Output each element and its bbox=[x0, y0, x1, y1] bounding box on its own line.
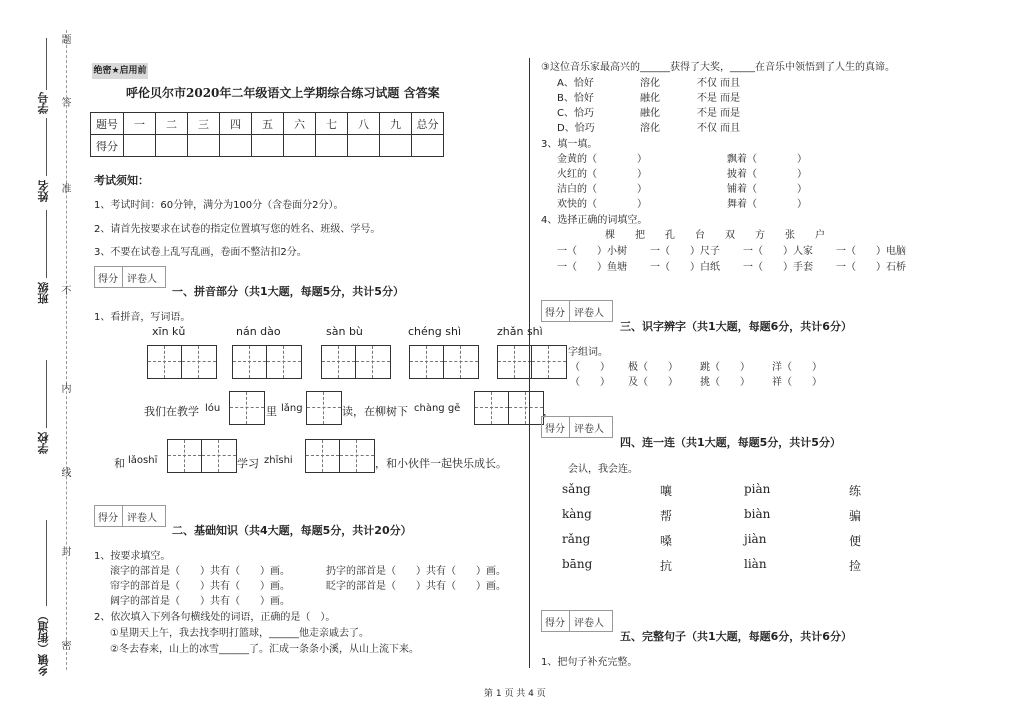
option-d-word2: 不仅 而且 bbox=[697, 123, 741, 134]
scorer-box bbox=[94, 505, 166, 527]
pinyin-inline: lóu bbox=[205, 403, 221, 414]
score-cell[interactable] bbox=[348, 135, 380, 157]
pinyin-inline: chàng gē bbox=[414, 403, 461, 414]
option-d: D、恰巧 bbox=[557, 123, 595, 134]
scorer-marker-label: 评卷人 bbox=[574, 618, 604, 629]
option-b: B、恰好 bbox=[557, 93, 594, 104]
table-cell: 二 bbox=[156, 113, 188, 135]
writing-grid[interactable] bbox=[306, 391, 342, 425]
measure-item: 一（ ）石桥 bbox=[836, 262, 906, 273]
fill-line bbox=[46, 118, 47, 176]
fill-line-text: 帘字的部首是（ ）共有（ ）画。 bbox=[110, 581, 290, 592]
margin-char: 不 bbox=[59, 285, 70, 295]
notice-title: 考试须知： bbox=[94, 174, 149, 187]
writing-grid[interactable] bbox=[167, 439, 237, 473]
fill-item: 洁白的（ ） bbox=[557, 184, 647, 195]
option-a: A、恰好 bbox=[557, 78, 594, 89]
margin-label-school: 学校 bbox=[37, 432, 50, 454]
question-option: ①星期天上午，我去找李明打篮球，______他走亲戚去了。 bbox=[110, 628, 369, 639]
pinyin-inline: lǎng bbox=[281, 403, 303, 414]
option-c-word1: 融化 bbox=[640, 108, 660, 119]
fill-item: 及（ ） bbox=[628, 377, 678, 388]
writing-grid[interactable] bbox=[321, 345, 391, 379]
score-cell[interactable] bbox=[124, 135, 156, 157]
margin-char: 答 bbox=[59, 97, 70, 107]
margin-label-student-id: 学号 bbox=[37, 92, 50, 114]
match-char[interactable]: 练 bbox=[849, 484, 862, 498]
table-cell: 得分 bbox=[91, 135, 124, 157]
score-table bbox=[90, 112, 444, 157]
match-pinyin: rǎng bbox=[562, 532, 591, 546]
sentence-text: 里 bbox=[266, 405, 277, 418]
fill-line-text: 滚字的部首是（ ）共有（ ）画。 bbox=[110, 566, 290, 577]
question-text: 1、把句子补充完整。 bbox=[541, 657, 638, 668]
fill-item: 铺着（ ） bbox=[727, 184, 807, 195]
question-text: 3、填一填。 bbox=[541, 139, 598, 150]
measure-item: 一（ ）鱼塘 bbox=[557, 262, 627, 273]
fill-item: 金黄的（ ） bbox=[557, 154, 647, 165]
fill-item: 欢快的（ ） bbox=[557, 199, 647, 210]
question-text: 1、按要求填空。 bbox=[94, 551, 171, 562]
measure-item: 一（ ）人家 bbox=[743, 246, 813, 257]
sentence-text: 读，在柳树下 bbox=[342, 405, 408, 418]
match-char[interactable]: 捡 bbox=[849, 559, 862, 573]
match-char[interactable]: 嗓 bbox=[660, 534, 673, 548]
margin-char: 密 bbox=[59, 640, 70, 650]
margin-label-town: 乡镇（街道） bbox=[37, 610, 50, 676]
measure-item: 一（ ）电脑 bbox=[836, 246, 906, 257]
match-char[interactable]: 抗 bbox=[660, 559, 673, 573]
scorer-marker-label: 评卷人 bbox=[574, 308, 604, 319]
sentence-text: ，和小伙伴一起快乐成长。 bbox=[375, 457, 507, 470]
scorer-box bbox=[541, 300, 613, 322]
table-cell: 八 bbox=[348, 113, 380, 135]
pinyin-label: sàn bù bbox=[326, 325, 363, 338]
pinyin-inline: zhīshi bbox=[264, 455, 293, 466]
score-cell[interactable] bbox=[220, 135, 252, 157]
fill-item: 洋（ ） bbox=[772, 362, 822, 373]
match-char[interactable]: 嚷 bbox=[660, 484, 673, 498]
fill-line bbox=[46, 360, 47, 428]
measure-item: 一（ ）小树 bbox=[557, 246, 627, 257]
sentence-text: ， bbox=[543, 405, 554, 418]
score-cell[interactable] bbox=[380, 135, 412, 157]
section-1-title: 一、拼音部分（共1大题，每题5分，共计5分） bbox=[172, 285, 404, 298]
margin-char: 题 bbox=[59, 34, 70, 44]
section-2-title: 二、基础知识（共4大题，每题5分，共计20分） bbox=[172, 524, 412, 537]
margin-char: 内 bbox=[59, 383, 70, 393]
score-cell[interactable] bbox=[284, 135, 316, 157]
section-4-title: 四、连一连（共1大题，每题5分，共计5分） bbox=[620, 436, 841, 449]
fill-line-text: 扔字的部首是（ ）共有（ ）画。 bbox=[326, 566, 506, 577]
margin-label-name: 姓名 bbox=[37, 180, 50, 202]
margin-char: 封 bbox=[59, 546, 70, 556]
fill-line-text: 眨字的部首是（ ）共有（ ）画。 bbox=[326, 581, 506, 592]
table-cell: 六 bbox=[284, 113, 316, 135]
scorer-score-label: 得分 bbox=[98, 274, 118, 285]
table-cell: 总分 bbox=[412, 113, 444, 135]
section-3-title: 三、识字辨字（共1大题，每题6分，共计6分） bbox=[620, 320, 852, 333]
fill-item: 祥（ ） bbox=[772, 377, 822, 388]
option-d-word1: 溶化 bbox=[640, 123, 660, 134]
table-cell: 一 bbox=[124, 113, 156, 135]
writing-grid[interactable] bbox=[232, 345, 302, 379]
fill-item: 跳（ ） bbox=[700, 362, 750, 373]
scorer-marker-label: 评卷人 bbox=[574, 424, 604, 435]
notice-item: 1、考试时间：60分钟，满分为100分（含卷面分2分）。 bbox=[94, 200, 344, 211]
notice-item: 3、不要在试卷上乱写乱画，卷面不整洁扣2分。 bbox=[94, 247, 307, 258]
match-char[interactable]: 骗 bbox=[849, 509, 862, 523]
scorer-box bbox=[94, 266, 166, 288]
fill-line bbox=[46, 210, 47, 278]
sentence-text: 我们在教学 bbox=[144, 405, 199, 418]
score-cell[interactable] bbox=[412, 135, 444, 157]
margin-dashed-line bbox=[66, 30, 67, 670]
scorer-score-label: 得分 bbox=[545, 618, 565, 629]
writing-grid[interactable] bbox=[147, 345, 217, 379]
match-pinyin: kàng bbox=[562, 507, 592, 521]
fill-item: 极（ ） bbox=[628, 362, 678, 373]
scorer-marker-label: 评卷人 bbox=[127, 513, 157, 524]
question-option: ③这位音乐家最高兴的______获得了大奖，_____在音乐中领悟到了人生的真谛。 bbox=[541, 62, 895, 73]
match-char[interactable]: 便 bbox=[849, 534, 862, 548]
match-pinyin: piàn bbox=[744, 482, 771, 496]
option-b-word1: 融化 bbox=[640, 93, 660, 104]
table-cell: 三 bbox=[188, 113, 220, 135]
word-bank: 棵 把 孔 台 双 方 张 户 bbox=[605, 230, 825, 241]
question-text: 4、选择正确的词填空。 bbox=[541, 215, 648, 226]
fill-item: （ ） bbox=[570, 377, 610, 388]
fill-item: 火红的（ ） bbox=[557, 169, 647, 180]
fill-item: 舞着（ ） bbox=[727, 199, 807, 210]
table-cell: 题号 bbox=[91, 113, 124, 135]
match-char[interactable]: 帮 bbox=[660, 509, 673, 523]
table-cell: 四 bbox=[220, 113, 252, 135]
pinyin-inline: lǎoshī bbox=[128, 455, 158, 466]
match-pinyin: jiàn bbox=[744, 532, 767, 546]
pinyin-label: chéng shì bbox=[408, 325, 461, 338]
scorer-box bbox=[541, 610, 613, 632]
pinyin-label: xīn kǔ bbox=[152, 325, 186, 338]
score-cell[interactable] bbox=[252, 135, 284, 157]
section-5-title: 五、完整句子（共1大题，每题6分，共计6分） bbox=[620, 630, 852, 643]
fill-item: 披着（ ） bbox=[727, 169, 807, 180]
question-text: 2、依次填入下列各句横线处的词语，正确的是（ ）。 bbox=[94, 612, 336, 623]
writing-grid[interactable] bbox=[497, 345, 567, 379]
pinyin-label: nán dào bbox=[236, 325, 281, 338]
sentence-text: 和 bbox=[114, 457, 125, 470]
table-cell: 七 bbox=[316, 113, 348, 135]
option-c-word2: 不是 而是 bbox=[697, 108, 741, 119]
table-cell: 九 bbox=[380, 113, 412, 135]
notice-item: 2、请首先按要求在试卷的指定位置填写您的姓名、班级、学号。 bbox=[94, 224, 381, 235]
fill-item: 挑（ ） bbox=[700, 377, 750, 388]
confidential-badge: 绝密★启用前 bbox=[92, 63, 148, 79]
score-cell[interactable] bbox=[156, 135, 188, 157]
margin-label-class: 班级 bbox=[37, 282, 50, 304]
fill-item: （ ） bbox=[570, 362, 610, 373]
match-pinyin: sǎng bbox=[562, 482, 591, 496]
measure-item: 一（ ）尺子 bbox=[650, 246, 720, 257]
match-pinyin: biàn bbox=[744, 507, 771, 521]
question-option: ②冬去春来，山上的冰雪______了。汇成一条条小溪，从山上流下来。 bbox=[110, 644, 419, 655]
page-title: 呼伦贝尔市2020年二年级语文上学期综合练习试题 含答案 bbox=[126, 86, 440, 100]
margin-char: 准 bbox=[59, 183, 70, 193]
pinyin-label: zhǎn shì bbox=[497, 325, 543, 338]
scorer-score-label: 得分 bbox=[545, 424, 565, 435]
score-table-score-row bbox=[91, 135, 444, 157]
fill-line bbox=[46, 520, 47, 606]
scorer-score-label: 得分 bbox=[545, 308, 565, 319]
page-number: 第 1 页 共 4 页 bbox=[484, 689, 546, 699]
writing-grid[interactable] bbox=[409, 345, 479, 379]
question-text: 会认，我会连。 bbox=[568, 464, 638, 475]
fill-item: 飘着（ ） bbox=[727, 154, 807, 165]
score-table-header-row bbox=[91, 113, 444, 135]
score-cell[interactable] bbox=[188, 135, 220, 157]
fill-line-text: 阔字的部首是（ ）共有（ ）画。 bbox=[110, 596, 290, 607]
question-text: 字组词。 bbox=[568, 347, 608, 358]
score-cell[interactable] bbox=[316, 135, 348, 157]
writing-grid[interactable] bbox=[229, 391, 265, 425]
option-a-word1: 溶化 bbox=[640, 78, 660, 89]
margin-char: 线 bbox=[59, 467, 70, 477]
table-cell: 五 bbox=[252, 113, 284, 135]
match-pinyin: bāng bbox=[562, 557, 593, 571]
writing-grid[interactable] bbox=[474, 391, 544, 425]
scorer-marker-label: 评卷人 bbox=[127, 274, 157, 285]
scorer-score-label: 得分 bbox=[98, 513, 118, 524]
sentence-text: 学习 bbox=[237, 457, 259, 470]
scorer-box bbox=[541, 416, 613, 438]
column-divider bbox=[529, 58, 530, 668]
option-b-word2: 不是 而是 bbox=[697, 93, 741, 104]
measure-item: 一（ ）手套 bbox=[743, 262, 813, 273]
match-pinyin: liàn bbox=[744, 557, 767, 571]
fill-line bbox=[46, 38, 47, 90]
option-a-word2: 不仅 而且 bbox=[697, 78, 741, 89]
measure-item: 一（ ）白纸 bbox=[650, 262, 720, 273]
writing-grid[interactable] bbox=[305, 439, 375, 473]
question-text: 1、看拼音，写词语。 bbox=[94, 312, 191, 323]
option-c: C、恰巧 bbox=[557, 108, 594, 119]
